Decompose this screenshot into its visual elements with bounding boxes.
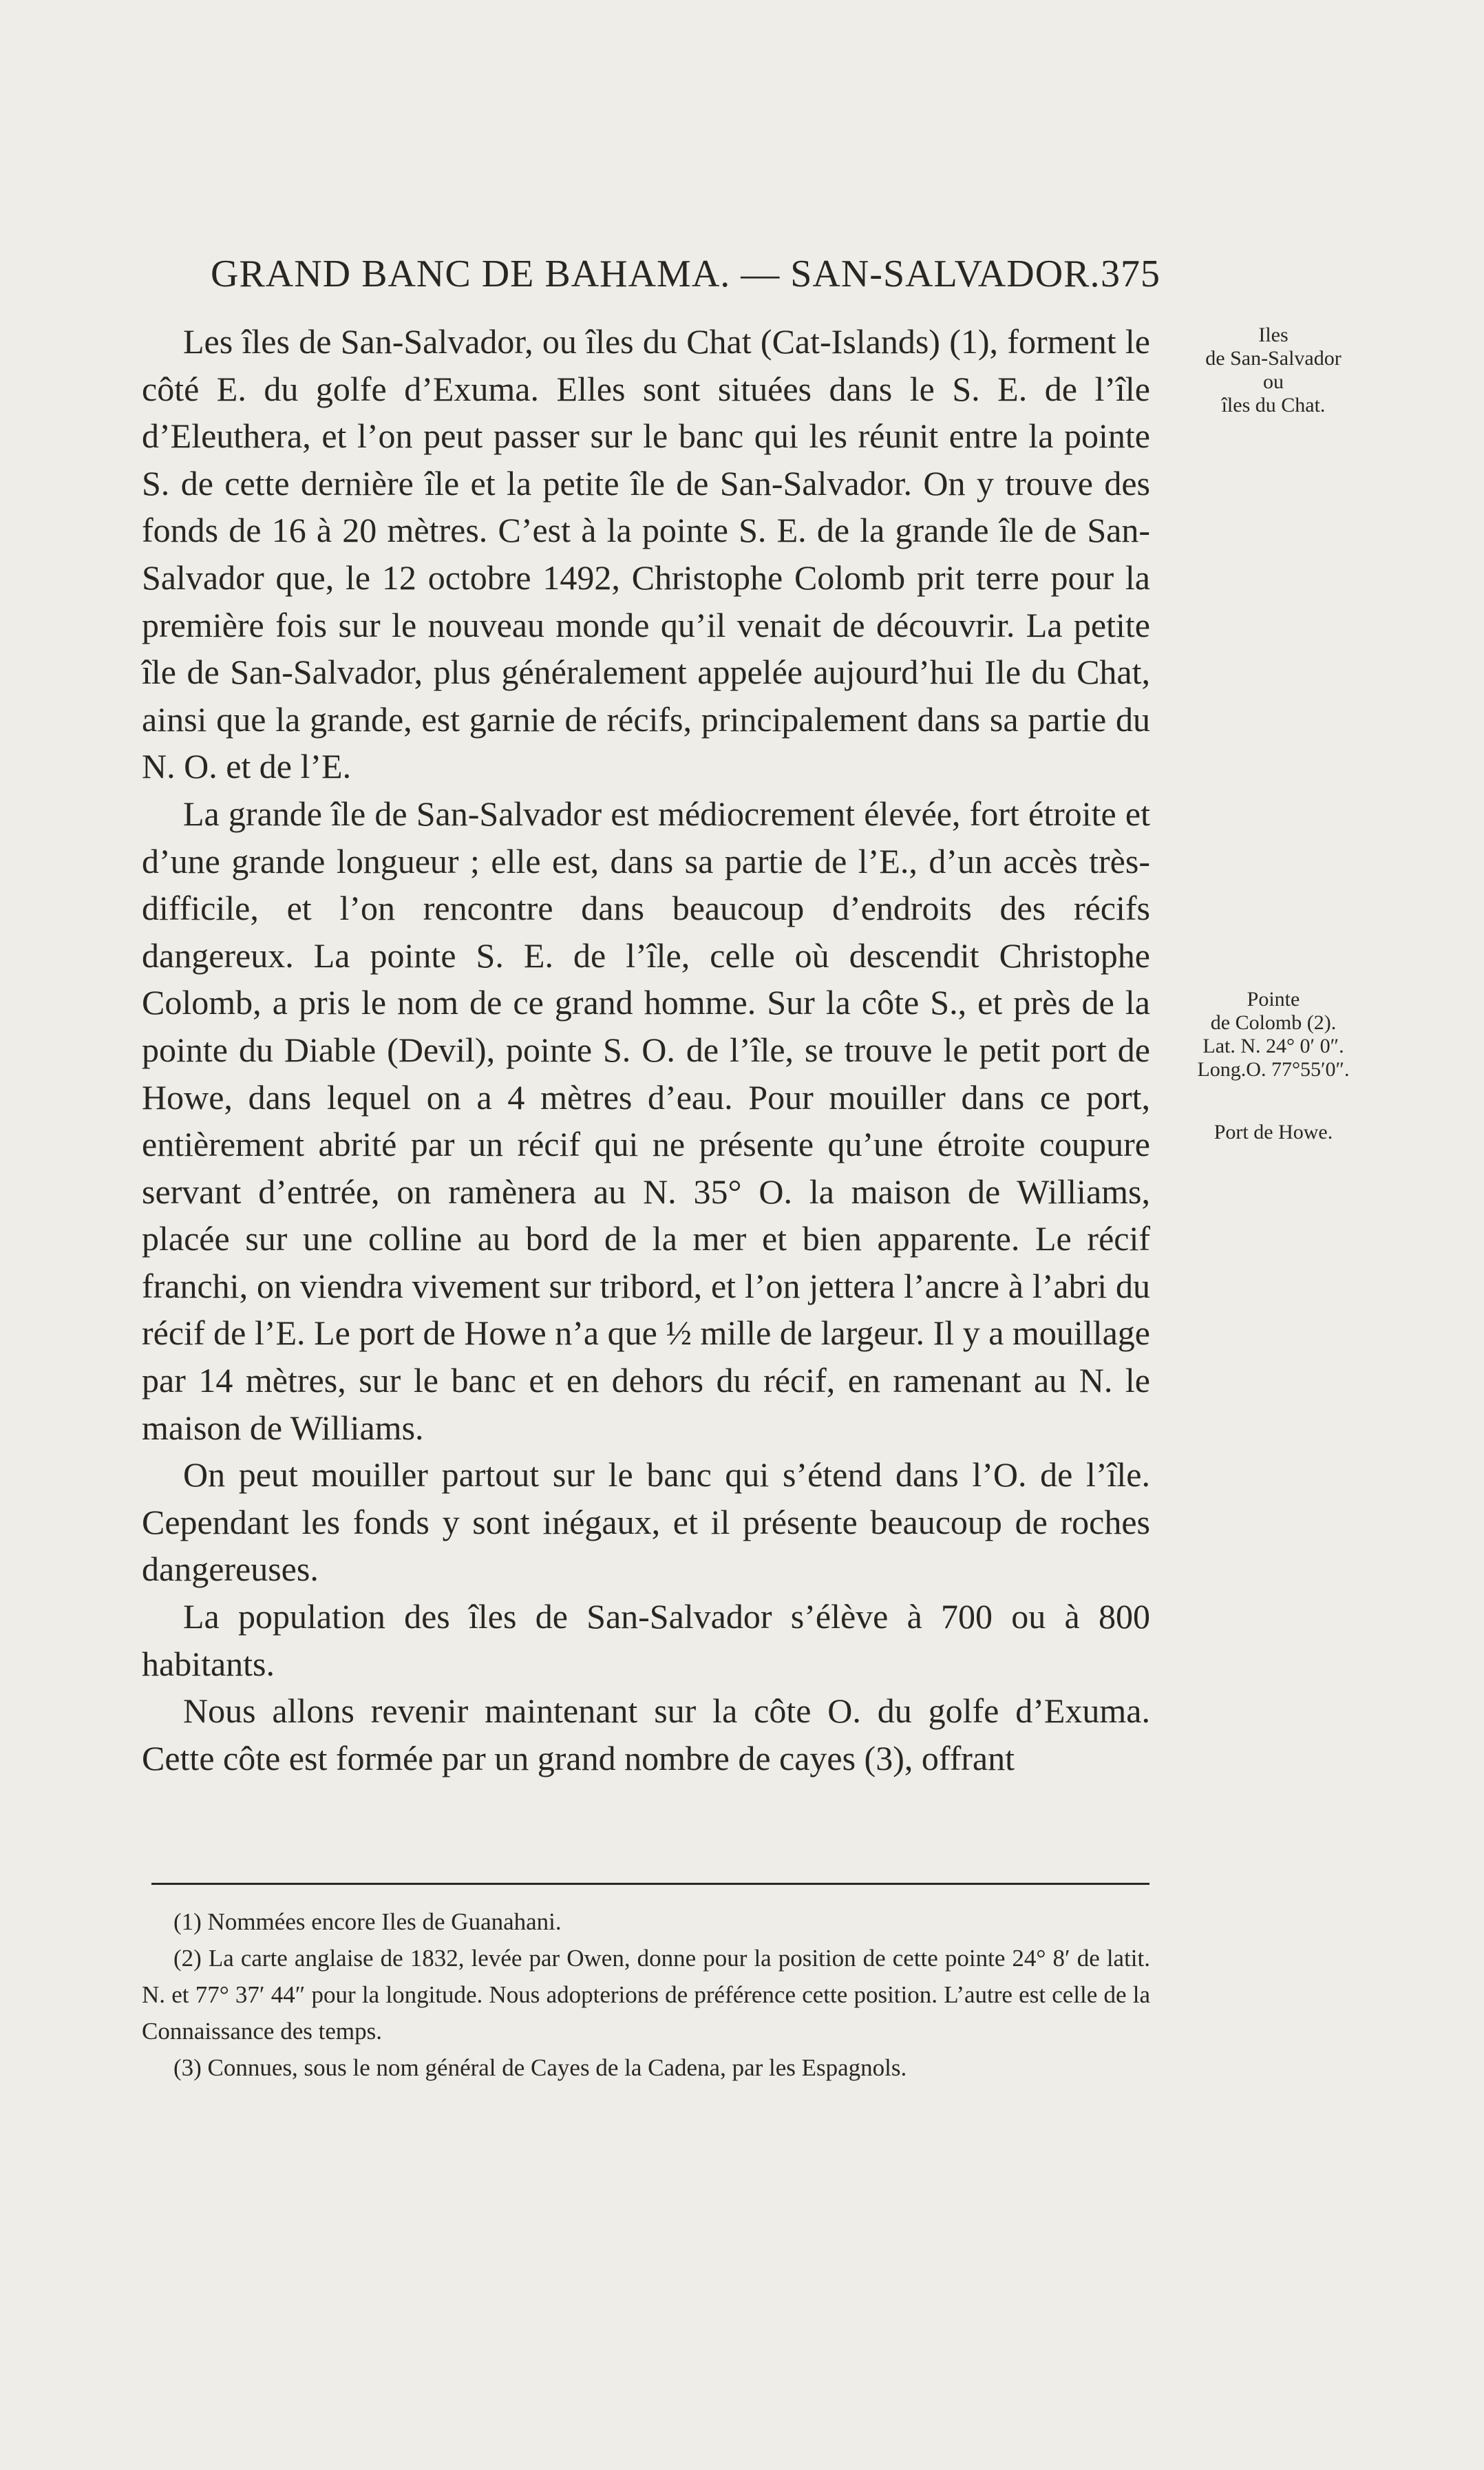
header-title: GRAND BANC DE BAHAMA. — SAN-SALVADOR.: [211, 253, 1101, 295]
footnotes: [142, 1903, 1150, 2086]
paragraph: Les îles de San-Salvador, ou îles du Chat (Cat-Islands) (1), forment le côté E. du golfe d’Exuma. Elles sont situées dans le S. E. de l’île d’Eleuthera, et l’on peut passer sur le banc qui les réunit entre la pointe S. de cette dernière île et la petite île de San-Salvador. On y trouve des fonds de 16 à 20 mètres. C’est à la pointe S. E. de la grande île de San-Salvador que, le 12 octobre 1492, Christophe Colomb prit terre pour la première fois sur le nouveau monde qu’il venait de découvrir. La petite île de San-Salvador, plus généralement appelée aujourd’hui Ile du Chat, ainsi que la grande, est garnie de récifs, principalement dans sa partie du N. O. et de l’E.: [142, 322, 1150, 786]
margin-note-line: de Colomb (2).: [1210, 1011, 1337, 1034]
margin-note-line: Lat. N. 24° 0′ 0″.: [1202, 1035, 1344, 1057]
footnote: (3) Connues, sous le nom général de Cayes de la Cadena, par les Espagnols.: [173, 2054, 907, 2081]
margin-note-line: Pointe: [1247, 988, 1300, 1011]
margin-note-port: [1170, 1121, 1377, 1144]
paragraph: La population des îles de San-Salvador s’élève à 700 ou à 800 habitants.: [142, 1597, 1150, 1683]
footnote-divider: [151, 1883, 1149, 1885]
margin-note-line: Port de Howe.: [1213, 1121, 1333, 1143]
paragraph: On peut mouiller partout sur le banc qui s’étend dans l’O. de l’île. Cependant les fonds y sont inégaux, et il présente beaucoup de roches dangereuses.: [142, 1455, 1150, 1589]
margin-note-line: Iles: [1258, 324, 1289, 346]
margin-note-line: îles du Chat.: [1221, 394, 1326, 416]
paragraph: Nous allons revenir maintenant sur la côte O. du golfe d’Exuma. Cette côte est formée par un grand nombre de cayes (3), offrant: [142, 1691, 1150, 1777]
footnote: (2) La carte anglaise de 1832, levée par Owen, donne pour la position de cette pointe 24° 8′ de latit. N. et 77° 37′ 44″ pour la longitude. Nous adopterions de préférence cette position. L’autre est celle de la Connaissance des temps.: [142, 1945, 1150, 2045]
running-header: [211, 252, 1160, 296]
footnote: (1) Nommées encore Iles de Guanahani.: [173, 1908, 562, 1935]
margin-note-line: Long.O. 77°55′0″.: [1197, 1058, 1350, 1081]
main-text: [142, 318, 1150, 1782]
margin-note-line: de San-Salvador: [1205, 347, 1342, 370]
margin-note-pointe: [1170, 988, 1377, 1081]
margin-note-line: ou: [1263, 370, 1284, 393]
page-number: 375: [1101, 253, 1160, 295]
paragraph: La grande île de San-Salvador est médiocrement élevée, fort étroite et d’une grande longueur ; elle est, dans sa partie de l’E., d’un accès très-difficile, et l’on rencontre dans beaucoup d’endroits des récifs dangereux. La pointe S. E. de l’île, celle où descendit Christophe Colomb, a pris le nom de ce grand homme. Sur la côte S., et près de la pointe du Diable (Devil), pointe S. O. de l’île, se trouve le petit port de Howe, dans lequel on a 4 mètres d’eau. Pour mouiller dans ce port, entièrement abrité par un récif qui ne présente qu’une étroite coupure servant d’entrée, on ramènera au N. 35° O. la maison de Williams, placée sur une colline au bord de la mer et bien apparente. Le récif franchi, on viendra vivement sur tribord, et l’on jettera l’ancre à l’abri du récif de l’E. Le port de Howe n’a que ½ mille de largeur. Il y a mouillage par 14 mètres, sur le banc et en dehors du récif, en ramenant au N. le maison de Williams.: [142, 794, 1150, 1447]
margin-note-iles: [1170, 324, 1377, 417]
